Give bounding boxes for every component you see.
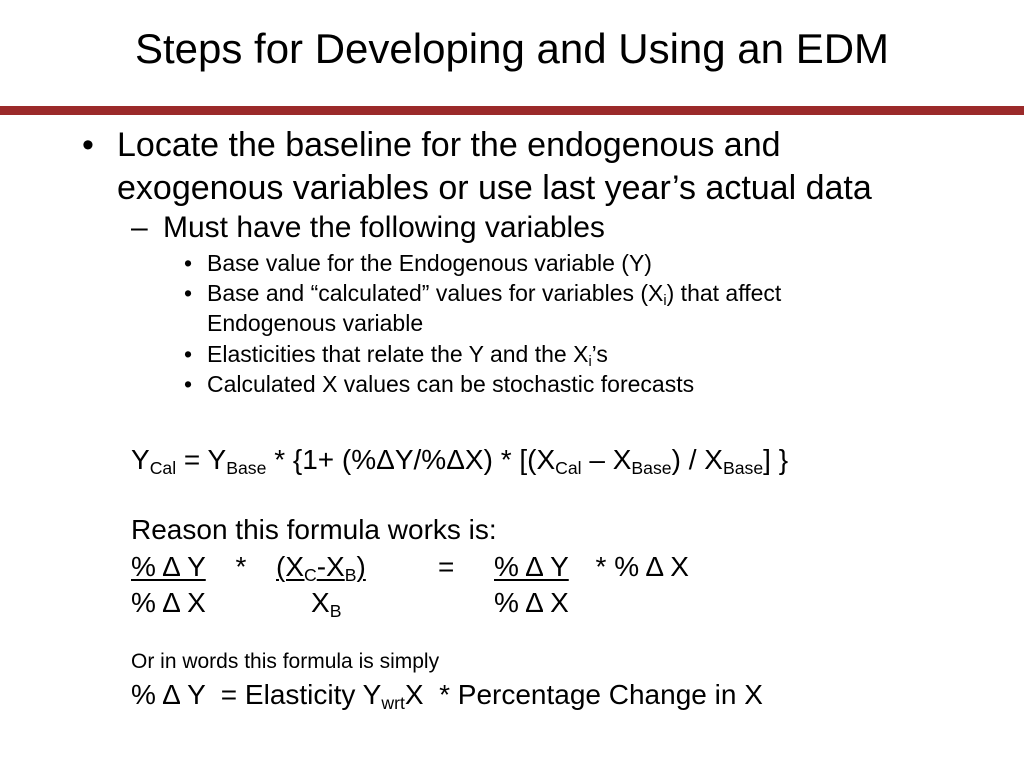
level3-item-elasticities-post: ’s (591, 341, 608, 367)
level3-item-elasticities (207, 341, 608, 371)
subscript-base: Base (631, 457, 672, 478)
subscript-i: i (588, 354, 592, 371)
level2-dash-marker: – (131, 211, 148, 244)
in-words-pre: % Δ Y = Elasticity Y (131, 679, 382, 710)
formula-y: Y (131, 444, 150, 475)
reason-paren-open-x: (X (276, 551, 304, 582)
level2-item: Must have the following variables (163, 211, 605, 244)
reason-dash-x: -X (316, 551, 345, 582)
level1-bullet-line1: Locate the baseline for the endogenous and (117, 126, 781, 164)
formula-end: ] } (763, 444, 789, 475)
reason-top-right: % Δ Y (494, 551, 569, 582)
main-formula (131, 444, 788, 476)
level3-item-elasticities-pre: Elasticities that relate the Y and the X (207, 341, 589, 367)
subscript-b: B (329, 600, 342, 621)
reason-bottom-x: X (311, 587, 330, 618)
subscript-base: Base (722, 457, 764, 478)
subscript-cal: Cal (149, 457, 177, 478)
reason-top-left: % Δ Y (131, 551, 206, 582)
formula-middle: * {1+ (%ΔY/%ΔX) * [(X (266, 444, 556, 475)
reason-x-diff (276, 551, 366, 583)
level3-bullet-marker: • (184, 371, 193, 397)
in-words-lead: Or in words this formula is simply (131, 650, 440, 673)
level3-bullet-marker: • (184, 280, 193, 306)
in-words-post: X * Percentage Change in X (404, 679, 763, 710)
reason-times-right: * % Δ X (580, 551, 689, 582)
formula-minus-x: – X (581, 444, 632, 475)
reason-paren-close: ) (356, 551, 366, 582)
level3-item-base-calculated (207, 280, 782, 310)
level3-item-base-value: Base value for the Endogenous variable (Y) (207, 250, 652, 276)
slide-title: Steps for Developing and Using an EDM (134, 25, 890, 72)
level1-bullet-line2: exogenous variables or use last year’s actual data (117, 169, 872, 207)
reason-bottom-mid (311, 587, 341, 619)
level3-item-base-calculated-post: ) that affect (666, 280, 782, 306)
subscript-cal: Cal (555, 457, 582, 478)
subscript-base: Base (226, 457, 267, 478)
level1-bullet-marker: • (82, 126, 94, 164)
level3-item-base-calculated-pre: Base and “calculated” values for variables (X (207, 280, 664, 306)
subscript-b: B (344, 564, 357, 585)
reason-times: * (220, 551, 255, 582)
reason-equals: = (438, 551, 455, 582)
reason-heading: Reason this formula works is: (131, 514, 497, 545)
in-words-formula (131, 679, 763, 711)
level3-bullet-marker: • (184, 341, 193, 367)
reason-bottom-right: % Δ X (494, 587, 569, 618)
formula-divide-x: ) / X (671, 444, 723, 475)
formula-equals-y: = Y (176, 444, 227, 475)
reason-bottom-left: % Δ X (131, 587, 206, 618)
level3-item-base-calculated-line2: Endogenous variable (207, 310, 424, 336)
level3-bullet-marker: • (184, 250, 193, 276)
level3-item-stochastic: Calculated X values can be stochastic forecasts (207, 371, 695, 397)
subscript-wrt: wrt (381, 692, 405, 713)
subscript-c: C (304, 564, 317, 585)
subscript-i: i (663, 293, 667, 310)
